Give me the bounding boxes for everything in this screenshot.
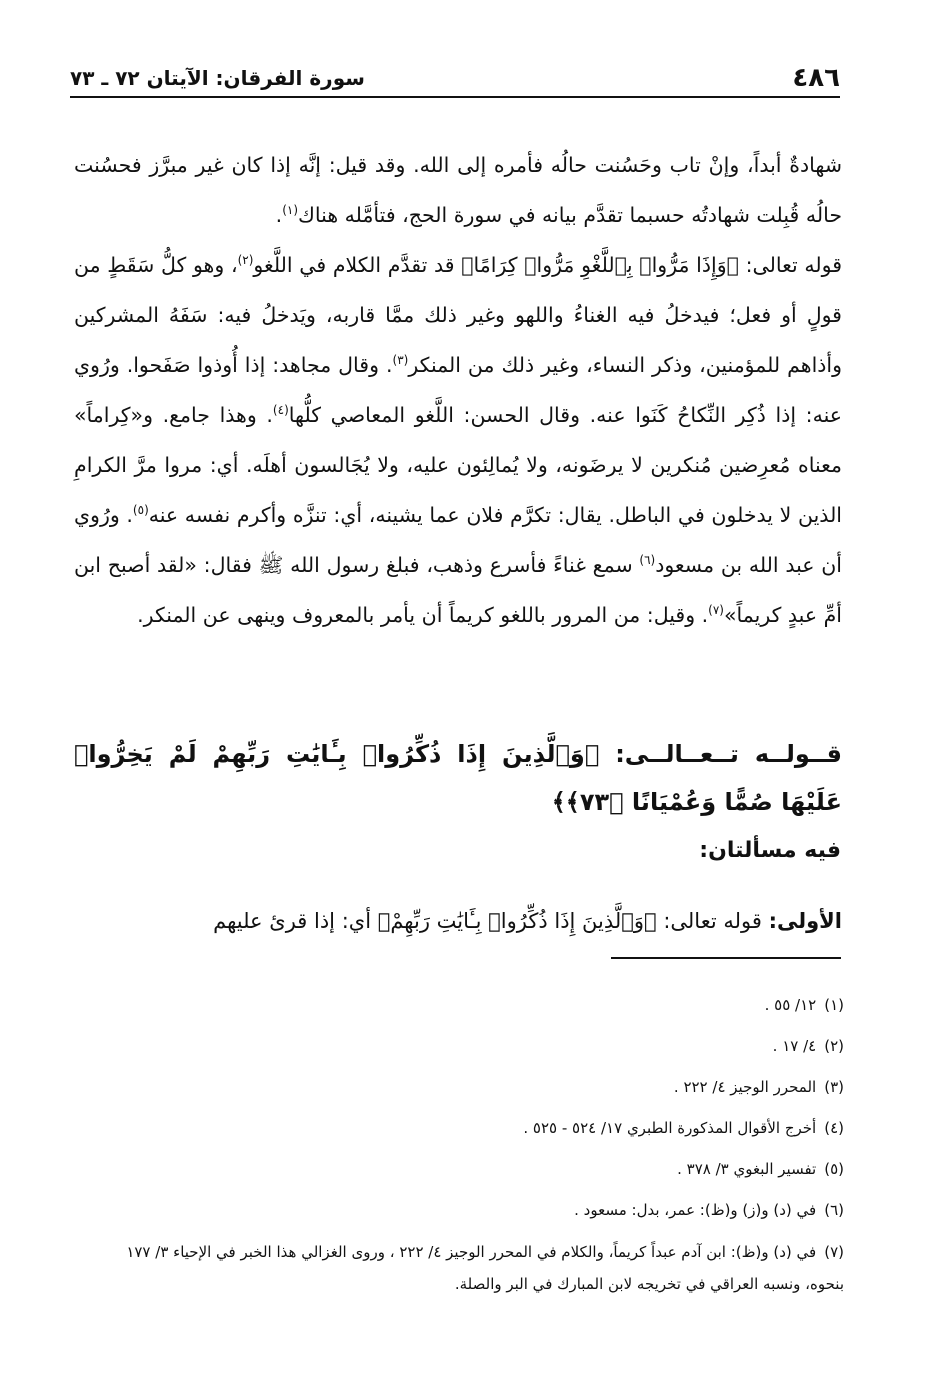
footnote — [84, 1149, 844, 1190]
paragraph-2 — [74, 240, 842, 640]
page-header — [70, 60, 840, 98]
page-number: ٤٨٦ — [792, 63, 840, 93]
footnote — [84, 1067, 844, 1108]
footnote-text: ٤/ ١٧ . — [772, 1037, 817, 1055]
footnote — [84, 985, 844, 1026]
text-run: . — [275, 203, 283, 227]
first-point — [74, 896, 842, 946]
ayah-intro: قــولــه تــعــالــى: — [599, 740, 842, 768]
footnote-number: (٣) — [824, 1078, 844, 1096]
footnote-number: (٥) — [824, 1160, 844, 1178]
footnote-divider — [611, 957, 841, 959]
first-point-text: قوله تعالى: ﴿وَٱلَّذِينَ إِذَا ذُكِّرُوا۟ بِـَٔايَٰتِ رَبِّهِمْ﴾ أي: إذا قرئ عليهم — [213, 909, 769, 933]
footnote-ref: (٥) — [132, 503, 149, 518]
footnote-text: ١٢/ ٥٥ . — [764, 996, 817, 1014]
footnote-number: (٢) — [824, 1037, 844, 1055]
footnote-ref: (٦) — [639, 553, 656, 568]
text-run: . ورُوي أن عبد الله بن مسعود — [74, 503, 843, 577]
footnote-text: تفسير البغوي ٣/ ٣٧٨ . — [677, 1160, 817, 1178]
footnote-ref: (٢) — [237, 253, 254, 268]
footnote-ref: (٧) — [708, 603, 724, 618]
text-run: ، وهو كلُّ سَقَطٍ من قولٍ أو فعل؛ فيدخلُ فيه الغناءُ واللهو وغير ذلك ممَّا قاربه، ويَدخلُ فيه: سَفَهُ المشركين وأذاهم للمؤمنين، وذكر النساء، وغير ذلك من المنكر — [74, 253, 842, 377]
commentary-text — [74, 140, 842, 640]
ayah-heading — [74, 730, 842, 826]
footnote-number: (٦) — [824, 1201, 844, 1219]
running-title: سورة الفرقان: الآيتان ٧٢ ـ ٧٣ — [70, 66, 365, 90]
first-point-label: الأولى: — [768, 909, 842, 933]
footnote-ref: (٣) — [392, 353, 409, 368]
paragraph-1 — [74, 140, 842, 240]
footnote — [84, 1108, 844, 1149]
footnote-text: في (د) و(ز) و(ظ): عمر، بدل: مسعود . — [574, 1201, 817, 1219]
text-run: . وقال مجاهد: إذا أُوذوا صَفَحوا. ورُوي عنه: إذا ذُكِر النِّكاحُ كَنَوا عنه. وقال الحسن: اللَّغو المعاصي كلُّها — [74, 353, 842, 427]
footnote-text: المحرر الوجيز ٤/ ٢٢٢ . — [673, 1078, 817, 1096]
text-run: شهادةٌ أبداً، وإنْ تاب وحَسُنت حالُه فأمره إلى الله. وقد قيل: إنَّه إذا كان غير مبرَّز فحسُنت حالُه قُبِلت شهادتُه حسبما تقدَّم بيانه في سورة الحج، فتأمَّله هناك — [74, 153, 842, 227]
footnote-number: (٧) — [824, 1243, 844, 1261]
ayah-text: ﴿وَٱلَّذِينَ إِذَا ذُكِّرُوا۟ بِـَٔايَٰتِ رَبِّهِمْ لَمْ يَخِرُّوا۟ عَلَيْهَا صُمًّا وَعُمْيَانًا ﴿٧٣﴾﴾ — [74, 740, 842, 816]
footnote — [84, 1026, 844, 1067]
footnote — [84, 1190, 844, 1231]
footnote — [84, 1231, 844, 1300]
footnote-ref: (١) — [282, 203, 299, 218]
footnote-number: (١) — [824, 996, 844, 1014]
footnote-text: في (د) و(ظ): ابن آدم عبداً كريماً، والكلام في المحرر الوجيز ٤/ ٢٢٢ ، وروى الغزالي هذا الخبر في الإحياء ٣/ ١٧٧ بنحوه، ونسبه العراقي في تخريجه لابن المبارك في البر والصلة. — [126, 1243, 844, 1293]
footnote-number: (٤) — [824, 1119, 844, 1137]
text-run: سمع غناءً فأسرع وذهب، فبلغ رسول الله ﷺ فقال: «لقد أصبح ابن أمِّ عبدٍ كريماً» — [74, 553, 842, 627]
text-run: . وقيل: من المرور باللغو كريماً أن يأمر بالمعروف وينهى عن المنكر. — [137, 603, 709, 627]
text-run: قوله تعالى: ﴿وَإِذَا مَرُّوا۟ بِٱللَّغْوِ مَرُّوا۟ كِرَامًا﴾ قد تقدَّم الكلام في اللَّغو — [253, 253, 842, 277]
footnotes-list — [84, 985, 844, 1300]
footnote-ref: (٤) — [272, 403, 289, 418]
footnote-text: أخرج الأقوال المذكورة الطبري ١٧/ ٥٢٤ - ٥٢٥ . — [523, 1119, 817, 1137]
text-run: . وهذا جامع. و«كِراماً» معناه مُعرِضين مُنكرين لا يرضَونه، ولا يُمالِئون عليه، ولا يُجَالسون أهلَه. أي: مروا مرَّ الكرامِ الذين لا يدخلون في الباطل. يقال: تكرَّم فلان عما يشينه، أي: تنزَّه وأكرم نفسه عنه — [74, 403, 843, 527]
section-heading: فيه مسألتان: — [699, 838, 841, 863]
